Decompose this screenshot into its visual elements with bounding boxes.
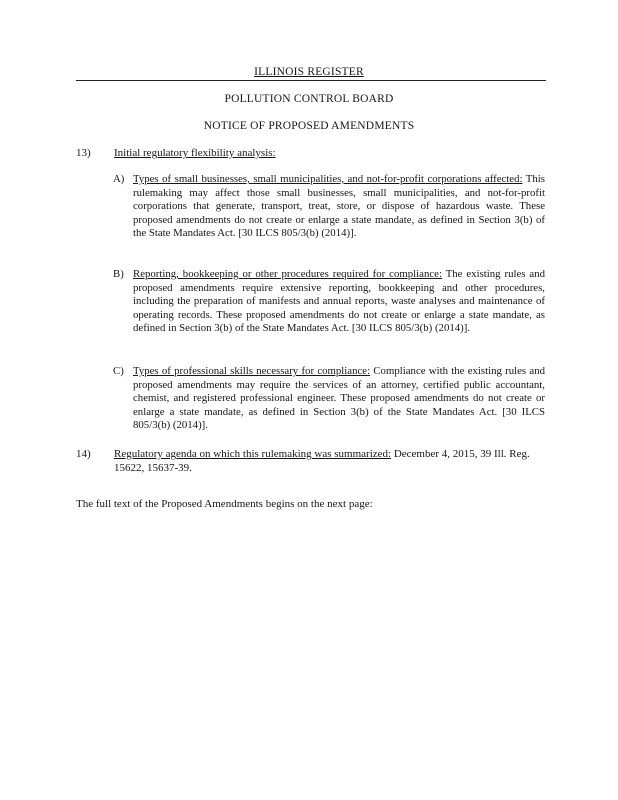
agency-title: POLLUTION CONTROL BOARD xyxy=(224,93,394,105)
item-13-label: Initial regulatory flexibility analysis: xyxy=(114,147,276,159)
item-13-number: 13) xyxy=(76,147,91,159)
subsection-b-heading: Reporting, bookkeeping or other procedures required for compliance: xyxy=(133,268,442,280)
register-title: ILLINOIS REGISTER xyxy=(254,66,364,78)
subsection-a-text: This rulemaking may affect those small businesses, small municipalities, and not-for-profit corporations that generate, transport, treat, store, or dispose of hazardous waste. These proposed amendments do not create or enlarge a state mandate, as defined in Section 3(b) of the State Mandates Act. [30 ILCS 805/3(b) (2014)]. xyxy=(133,173,545,240)
item-14 xyxy=(76,447,546,475)
subsection-b xyxy=(113,268,545,336)
item-14-heading: Regulatory agenda on which this rulemaking was summarized: xyxy=(114,448,392,460)
footer-note: The full text of the Proposed Amendments begins on the next page: xyxy=(76,498,373,510)
subsection-b-text: The existing rules and proposed amendments require extensive reporting, bookkeeping and other procedures, including the preparation of manifests and annual reports, waste analyses and maintenance of operating records. These proposed amendments do not create or enlarge a state mandate, as defined in Section 3(b) of the State Mandates Act. [30 ILCS 805/3(b) (2014)]. xyxy=(133,268,545,335)
header-rule xyxy=(76,80,546,81)
item-14-text: December 4, 2015, 39 Ill. Reg. 15622, 15637-39. xyxy=(114,448,530,474)
subsection-c-letter: C) xyxy=(113,365,124,377)
subsection-a-letter: A) xyxy=(113,173,125,185)
subsection-b-letter: B) xyxy=(113,268,124,280)
item-14-number: 14) xyxy=(76,448,91,460)
subsection-c xyxy=(113,365,545,433)
subsection-a xyxy=(113,173,545,241)
subsection-c-heading: Types of professional skills necessary for compliance: xyxy=(133,365,371,377)
subsection-a-heading: Types of small businesses, small municipalities, and not-for-profit corporations affected: xyxy=(133,173,523,185)
subsection-c-text: Compliance with the existing rules and proposed amendments may require the services of an attorney, certified public accountant, chemist, and registered professional engineer. These proposed amendments do not create or enlarge a state mandate, as defined in Section 3(b) of the State Mandates Act. [30 ILCS 805/3(b) (2014)]. xyxy=(133,365,545,432)
notice-title: NOTICE OF PROPOSED AMENDMENTS xyxy=(203,120,415,132)
